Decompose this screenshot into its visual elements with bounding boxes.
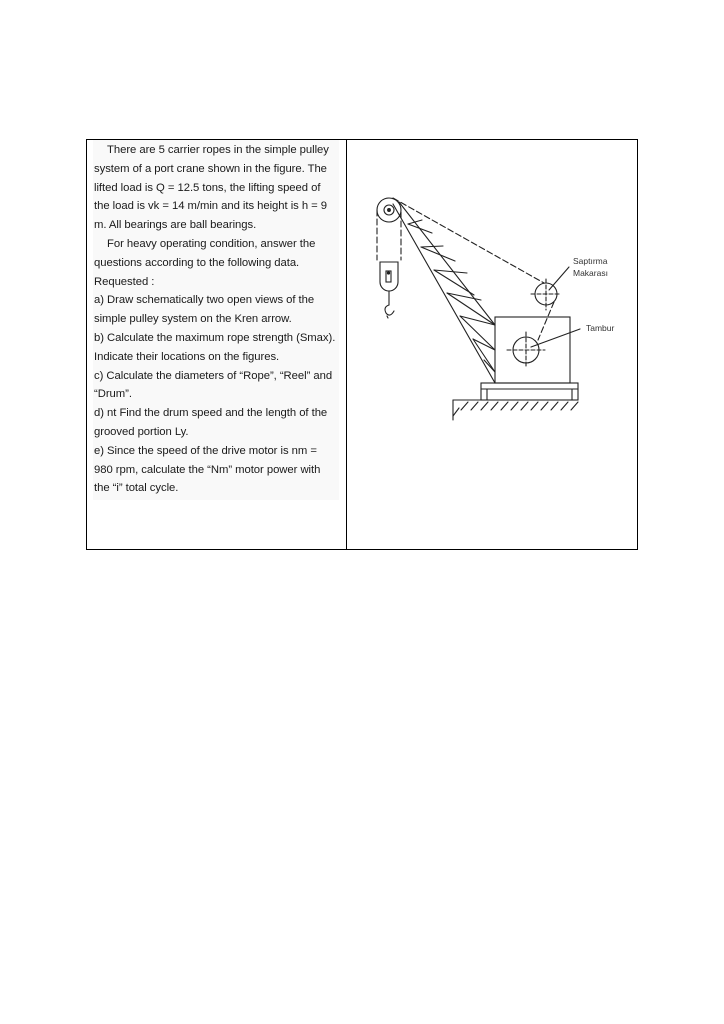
label-drum: Tambur <box>586 323 615 333</box>
problem-intro: There are 5 carrier ropes in the simple pulley system of a port crane shown in the figure. The lifted load is Q = 12.5 tons, the lifting speed of the load is vk = 14 m/min and its height is h = 9 m. All bearings are ball bearings. <box>94 144 329 232</box>
hook-block <box>380 262 398 318</box>
problem-text-block <box>93 140 339 500</box>
ground <box>453 400 578 420</box>
deflection-pulley <box>531 279 561 310</box>
label-leaders <box>531 267 580 347</box>
rope-falls <box>377 210 401 260</box>
problem-table <box>86 139 638 550</box>
lattice-boom <box>393 202 495 383</box>
question-d: d) nt Find the drum speed and the length of the grooved portion Ly. <box>94 407 328 438</box>
problem-condition: For heavy operating condition, answer the questions according to the following data. <box>94 237 316 269</box>
problem-text-cell <box>87 140 347 549</box>
crane-base <box>481 383 578 400</box>
question-e: e) Since the speed of the drive motor is nm = 980 rpm, calculate the “Nm” motor power with the “i” total cycle. <box>94 444 321 495</box>
hoist-rope <box>393 198 554 340</box>
label-deflection-pulley-2: Makarası <box>573 268 608 278</box>
boom-tip-sheave <box>377 198 401 222</box>
crane-figure-cell <box>347 140 637 549</box>
crane-diagram <box>347 140 637 549</box>
label-deflection-pulley-1: Saptırma <box>573 256 608 266</box>
question-a: a) Draw schematically two open views of the simple pulley system on the Kren arrow. <box>94 294 315 326</box>
requested-heading: Requested : <box>94 275 155 288</box>
question-c: c) Calculate the diameters of “Rope”, “Reel” and “Drum”. <box>94 369 333 401</box>
question-b: b) Calculate the maximum rope strength (Smax). Indicate their locations on the figures. <box>94 331 336 363</box>
